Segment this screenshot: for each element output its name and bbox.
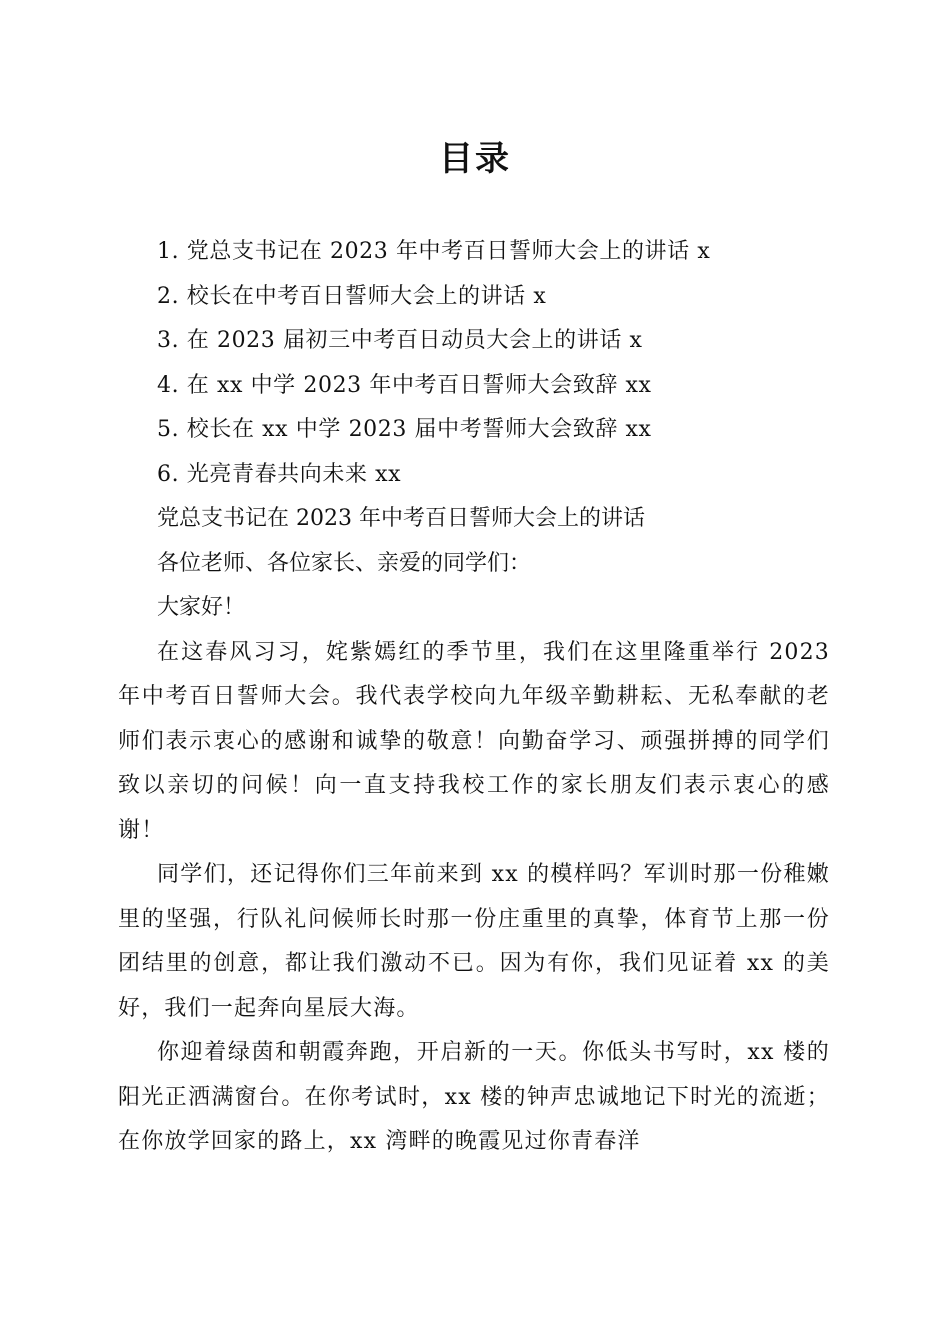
toc-item: 5. 校长在 xx 中学 2023 届中考誓师大会致辞 xx	[157, 417, 652, 442]
toc-title: 目录	[439, 139, 511, 179]
paragraph: 你迎着绿茵和朝霞奔跑，开启新的一天。你低头书写时，xx 楼的阳光正洒满窗台。在你考试时，xx 楼的钟声忠诚地记下时光的流逝；在你放学回家的路上，xx 湾畔的晚霞见过你青春洋	[118, 1040, 830, 1154]
toc-item: 6. 光亮青春共向未来 xx	[157, 461, 402, 487]
paragraph: 在这春风习习，姹紫嫣红的季节里，我们在这里隆重举行 2023 年中考百日誓师大会。我代表学校向九年级辛勤耕耘、无私奉献的老师们表示衷心的感谢和诚挚的敬意！向勤奋学习、顽强拼搏的同学们致以亲切的问候！向一直支持我校工作的家长朋友们表示衷心的感谢！	[118, 639, 830, 843]
toc-item: 2. 校长在中考百日誓师大会上的讲话 x	[157, 283, 547, 309]
salutation: 各位老师、各位家长、亲爱的同学们：	[157, 550, 532, 576]
paragraph: 同学们，还记得你们三年前来到 xx 的模样吗？军训时那一份稚嫩里的坚强，行队礼问候师长时那一份庄重里的真挚，体育节上那一份团结里的创意，都让我们激动不已。因为有你，我们见证着 xx 的美好，我们一起奔向星辰大海。	[118, 862, 830, 1021]
speech-body	[118, 497, 830, 1165]
speech-title: 党总支书记在 2023 年中考百日誓师大会上的讲话	[157, 506, 645, 531]
toc-item: 4. 在 xx 中学 2023 年中考百日誓师大会致辞 xx	[157, 372, 652, 398]
toc-item: 1. 党总支书记在 2023 年中考百日誓师大会上的讲话 x	[157, 239, 711, 264]
greeting: 大家好！	[157, 595, 246, 620]
table-of-contents	[157, 230, 837, 497]
toc-item: 3. 在 2023 届初三中考百日动员大会上的讲话 x	[157, 328, 643, 353]
